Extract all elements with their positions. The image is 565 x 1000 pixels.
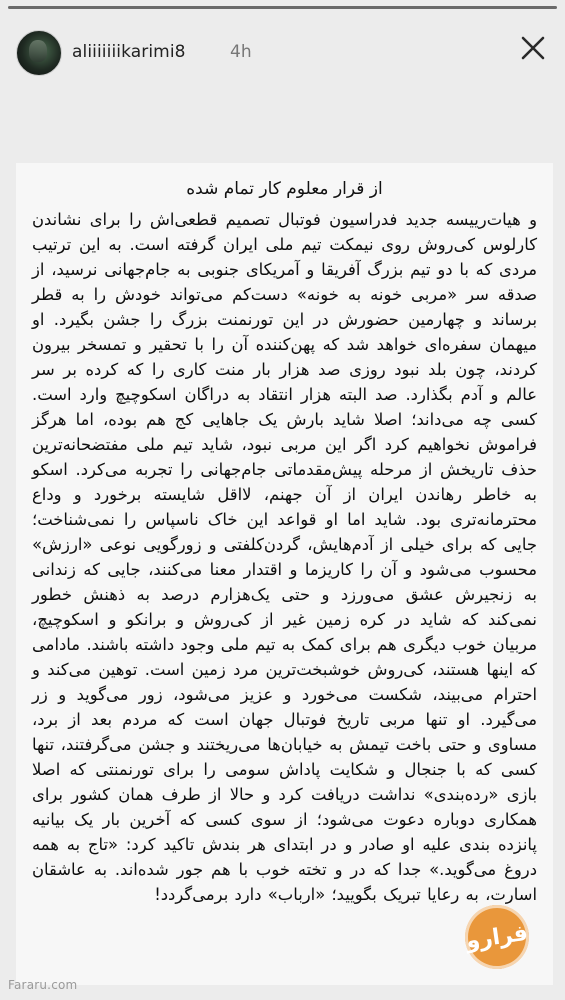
post-body: و هیات‌رییسه جدید فدراسیون فوتبال تصمیم قطعی‌اش را برای نشاندن کارلوس کی‌روش روی نیمکت تیم ملی ایران گرفته است. به این ترتیب مردی که با دو تیم بزرگ آفریقا و آمریکای جنوبی به جام‌جهانی نرسید، از صدقه سر «مربی خونه به خونه» دست‌کم می‌تواند خودش را به قطر برساند و چهارمین حضورش در این تورنمنت بزرگ را جشن بگیرد. او میهمان سفره‌ای خواهد شد که پهن‌کننده آن را با تحقیر و تمسخر بیرون کردند، چون بلد نبود روزی صد هزار بار منت کاری را که کرده بر سر عالم و آدم بگذارد. صد البته هزار انتقاد به دراگان اسکوچیچ وارد است. کسی چه می‌داند؛ اصلا شاید بارش یک جاهایی کج هم بوده، اما هرگز فراموش نخواهیم کرد اگر این مربی نبود، شاید تیم ملی مفتضحانه‌ترین حذف تاریخش از مرحله پیش‌مقدماتی جام‌جهانی را تجربه می‌کرد. اسکو به خاطر رهاندن ایران از آن جهنم، لااقل شایسته برخورد و وداع محترمانه‌تری بود. شاید اما او قواعد این خاک ناسپاس را نمی‌شناخت؛ جایی که برای خیلی از آدم‌هایش، گردن‌کلفتی و زورگویی نوعی «ارزش» محسوب می‌شود و آن را کاریزما و اقتدار معنا می‌کنند، جایی که زندانی به زنجیرش عشق می‌ورزد و حتی یک‌هزارم درصد به ذهنش خطور نمی‌کند که شاید در کره زمین غیر از کی‌روش و برانکو و اسکوچیچ، مربیان خوب دیگری هم برای کمک به تیم ملی وجود داشته باشند. مادامی که اینها هستند، کی‌روش خوشبخت‌ترین مرد زمین است. توهین می‌کند و احترام می‌بیند، شکست می‌خورد و عزیز می‌شود، زور می‌گوید و زر می‌گیرد. او تنها مربی تاریخ فوتبال جهان است که مردم بعد از برد، مساوی و حتی باخت تیمش به خیابان‌ها می‌ریختند و جشن می‌گرفتند، تنها کسی که با جنجال و شکایت پاداش سومی را برای تورنمنتی که اصلا بازی «رده‌بندی» نداشت دریافت کرد و حالا از طرف همان کشور برای همکاری دوباره دعوت می‌شود؛ از سوی کسی که آخرین بار یک بیانیه پانزده بندی علیه او صادر و در ابتدای هر بندش تاکید کرد: «تاج به همه دروغ می‌گوید.» جدا که در و تخته خوب با هم جور شده‌اند. به عاشقان اسارت، به رعایا تبریک بگویید؛ «ارباب» دارد برمی‌گردد!: [32, 210, 537, 904]
close-icon[interactable]: [515, 30, 551, 66]
post-card: [16, 163, 553, 985]
story-progress-fill: [8, 6, 557, 9]
avatar[interactable]: [16, 30, 62, 76]
post-title: از قرار معلوم کار تمام شده: [186, 179, 383, 199]
story-progress-bar: [8, 6, 557, 9]
story-header: [0, 14, 565, 78]
source-label: Fararu.com: [8, 978, 78, 992]
close-button[interactable]: [515, 30, 551, 66]
watermark-logo: فرارو: [461, 901, 533, 973]
timestamp: 4h: [230, 42, 252, 62]
username[interactable]: aliiiiiiikarimi8: [72, 42, 186, 62]
